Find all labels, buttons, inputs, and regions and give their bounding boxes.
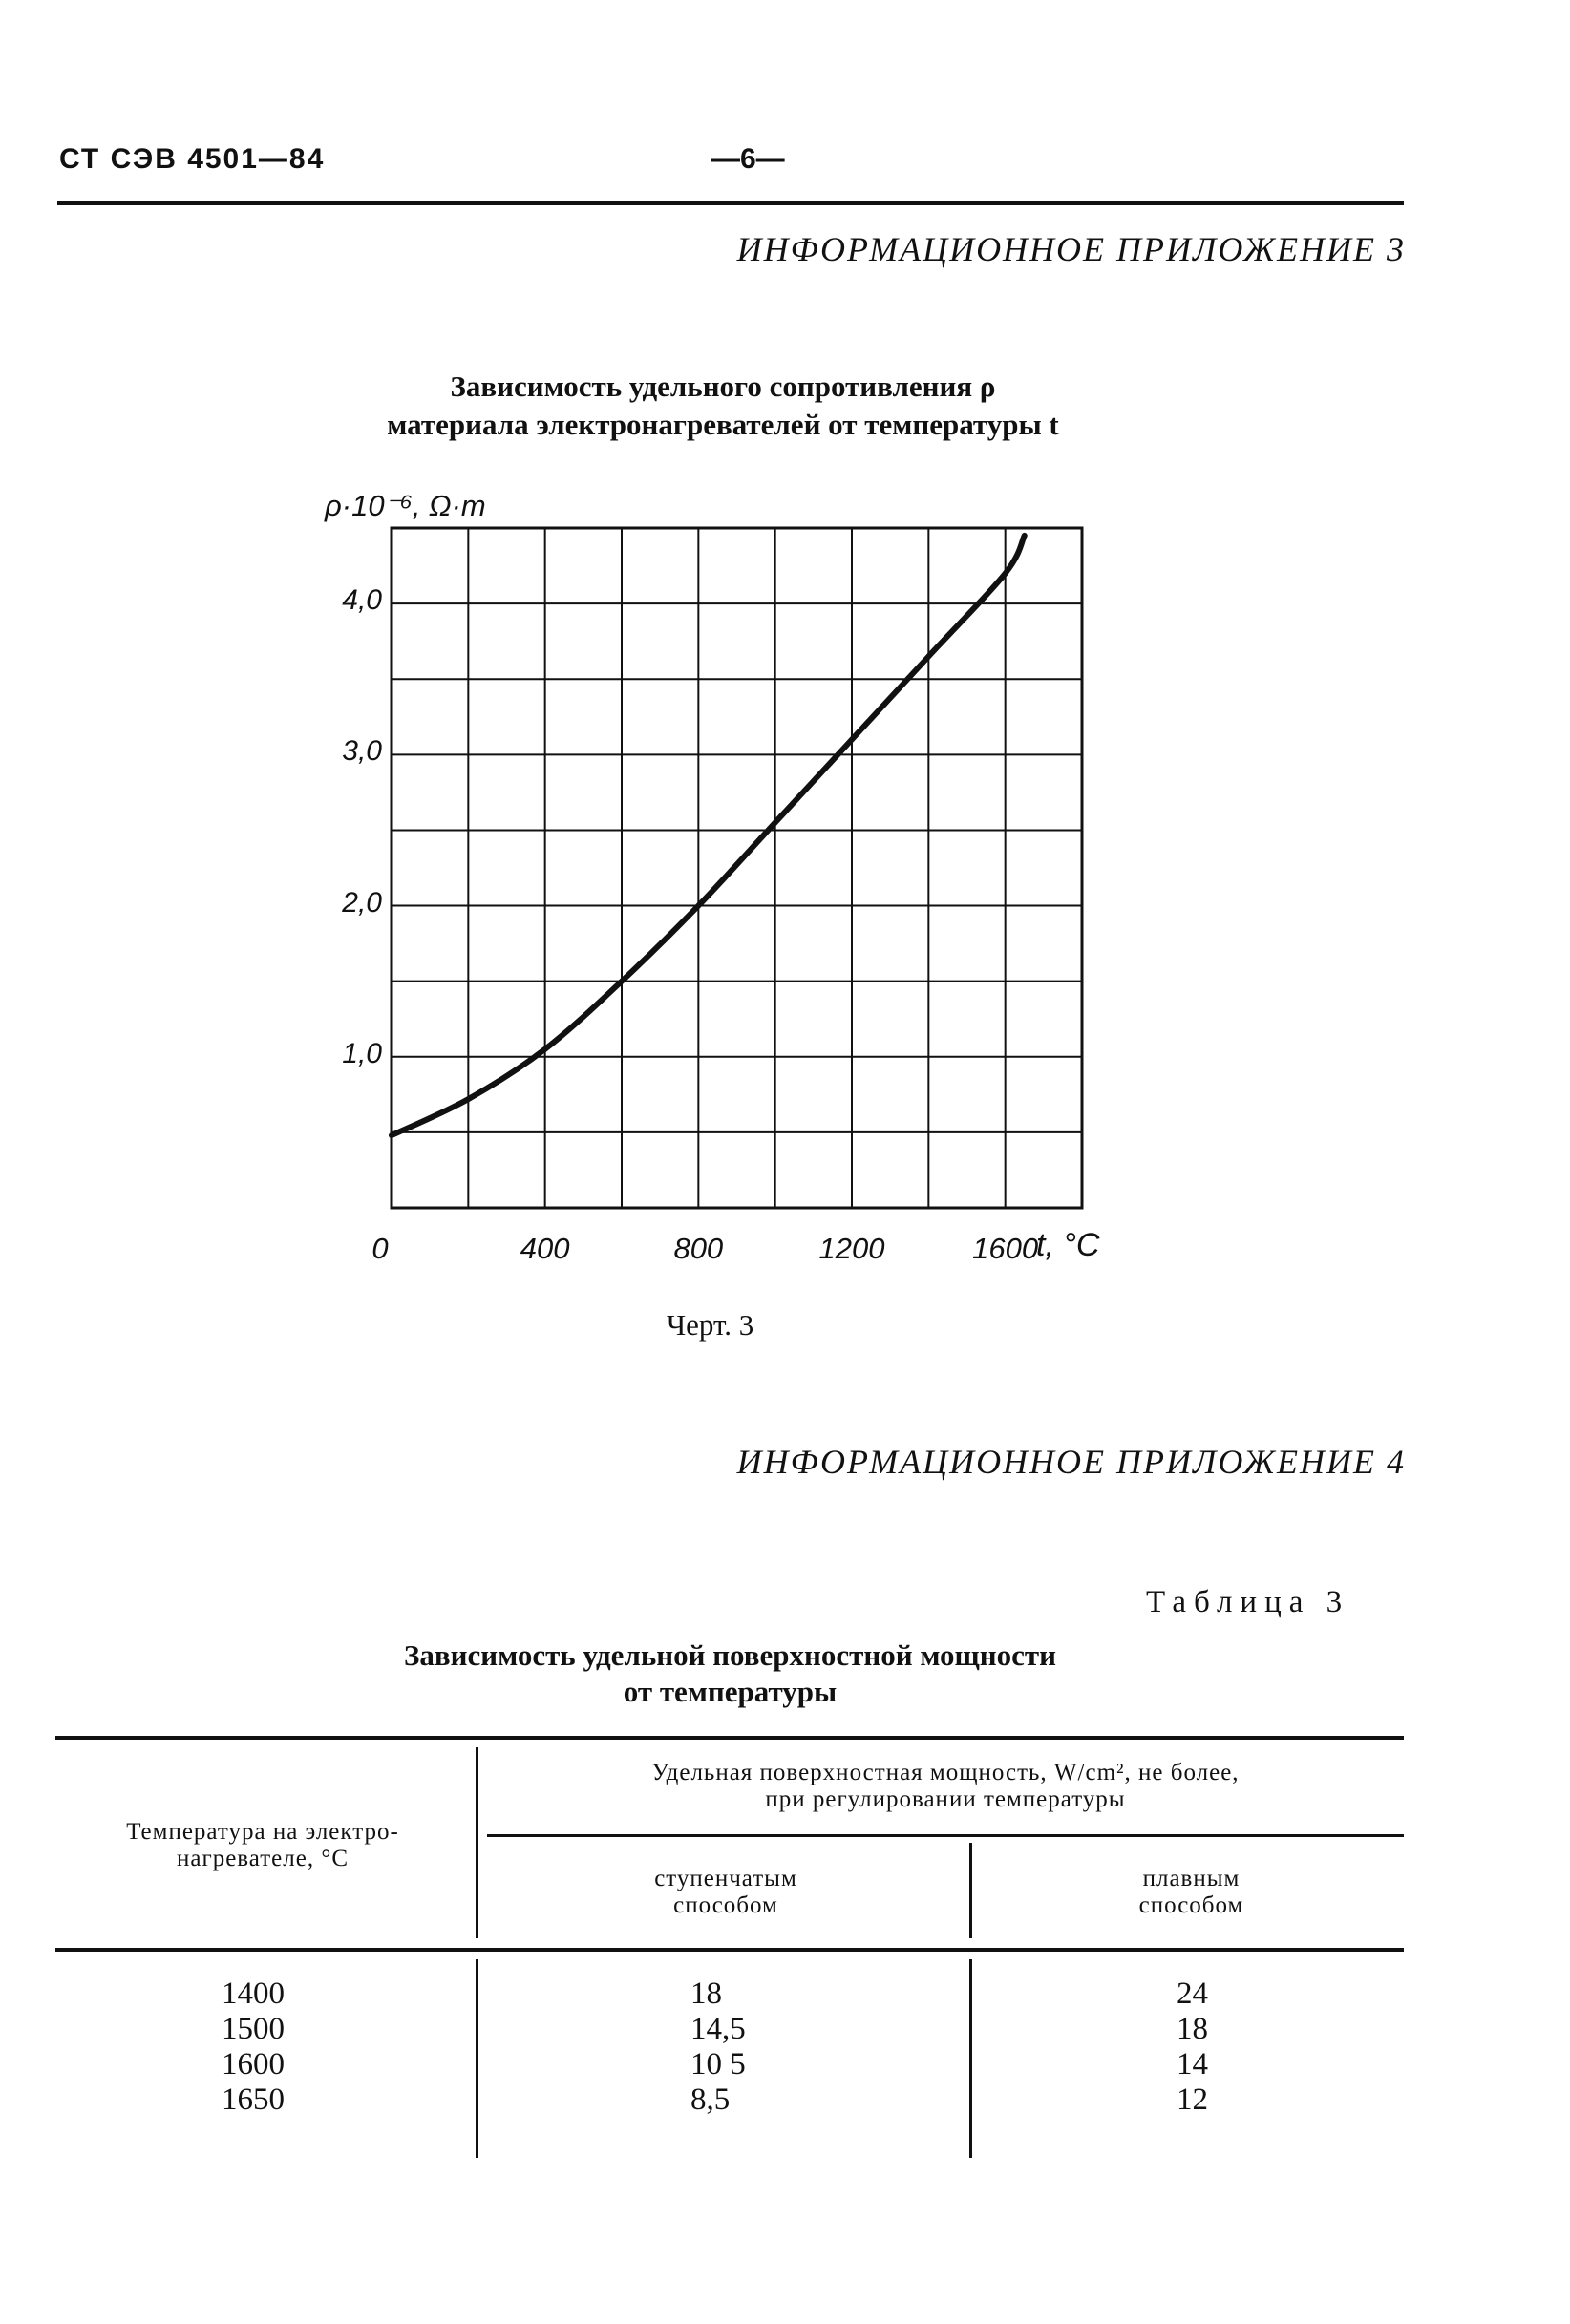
standard-code: СТ СЭВ 4501—84 bbox=[59, 143, 326, 175]
group-header-rule bbox=[487, 1834, 1404, 1837]
subheader-stepwise-line-1: ступенчатым bbox=[654, 1866, 797, 1891]
x-tick-label: 800 bbox=[673, 1232, 724, 1265]
table-cell: 18 bbox=[690, 1976, 722, 2011]
col-header-temperature-line-1: Температура на электро- bbox=[126, 1819, 399, 1845]
subheader-stepwise bbox=[487, 1866, 965, 1919]
table-title-line-1: Зависимость удельной поверхностной мощности bbox=[404, 1638, 1056, 1672]
subheader-divider bbox=[969, 1843, 972, 1938]
page-number: —6— bbox=[711, 143, 785, 175]
table-cell: 1600 bbox=[222, 2047, 285, 2081]
table-cell: 24 bbox=[1177, 1976, 1208, 2011]
table-cell: 14,5 bbox=[690, 2012, 746, 2046]
x-tick-label: 400 bbox=[520, 1232, 570, 1265]
table-cell: 8,5 bbox=[690, 2082, 731, 2117]
appendix-3-label: ИНФОРМАЦИОННОЕ ПРИЛОЖЕНИЕ 3 bbox=[736, 230, 1406, 268]
group-header-power-line-2: при регулировании температуры bbox=[765, 1786, 1126, 1812]
header-bottom-rule bbox=[55, 1948, 1404, 1952]
table-cell: 14 bbox=[1177, 2047, 1208, 2081]
table-cell: 10 5 bbox=[690, 2047, 746, 2081]
subheader-stepwise-line-2: способом bbox=[673, 1892, 778, 1918]
subheader-smooth-line-2: способом bbox=[1138, 1892, 1244, 1918]
body-divider-2 bbox=[969, 1959, 972, 2158]
y-tick-label: 3,0 bbox=[342, 735, 382, 768]
table-cell: 12 bbox=[1177, 2082, 1208, 2117]
table-number: Таблица 3 bbox=[1146, 1585, 1350, 1619]
table-cell: 1400 bbox=[222, 1976, 285, 2011]
figure-caption: Черт. 3 bbox=[667, 1308, 754, 1342]
body-divider-1 bbox=[476, 1959, 478, 2158]
table-cell: 1650 bbox=[222, 2082, 285, 2117]
table-cell: 1500 bbox=[222, 2012, 285, 2046]
y-axis-label: ρ·10⁻⁶, Ω·m bbox=[325, 489, 486, 522]
table-header-divider bbox=[476, 1747, 478, 1938]
series-line-rho bbox=[392, 536, 1025, 1135]
y-tick-label: 1,0 bbox=[342, 1037, 382, 1069]
chart-title-line-1: Зависимость удельного сопротивления ρ bbox=[450, 370, 996, 403]
column-stepwise bbox=[690, 1976, 746, 2118]
subheader-smooth-line-1: плавным bbox=[1142, 1866, 1241, 1891]
y-tick-label: 4,0 bbox=[342, 584, 382, 617]
col-header-temperature-line-2: нагревателе, °C bbox=[176, 1846, 349, 1871]
x-tick-label: 1200 bbox=[818, 1232, 885, 1265]
subheader-smooth bbox=[979, 1866, 1404, 1919]
x-tick-label: 0 bbox=[371, 1232, 389, 1265]
x-tick-label: 1600 bbox=[972, 1232, 1039, 1265]
col-header-temperature bbox=[57, 1819, 468, 1872]
group-header-power-line-1: Удельная поверхностная мощность, W/cm², не более, bbox=[651, 1760, 1240, 1785]
column-smooth bbox=[1177, 1976, 1208, 2118]
table-title-line-2: от температуры bbox=[623, 1675, 838, 1708]
y-tick-label: 2,0 bbox=[342, 886, 382, 919]
column-temperatures bbox=[222, 1976, 285, 2118]
x-axis-label: t, °C bbox=[1036, 1227, 1100, 1263]
table-cell: 18 bbox=[1177, 2012, 1208, 2046]
table-top-rule bbox=[55, 1736, 1404, 1740]
table-title bbox=[0, 1637, 1570, 1710]
chart-title-line-2: материала электронагревателей от температуры t bbox=[387, 408, 1059, 441]
group-header-power bbox=[487, 1760, 1404, 1813]
appendix-4-label: ИНФОРМАЦИОННОЕ ПРИЛОЖЕНИЕ 4 bbox=[736, 1443, 1406, 1481]
